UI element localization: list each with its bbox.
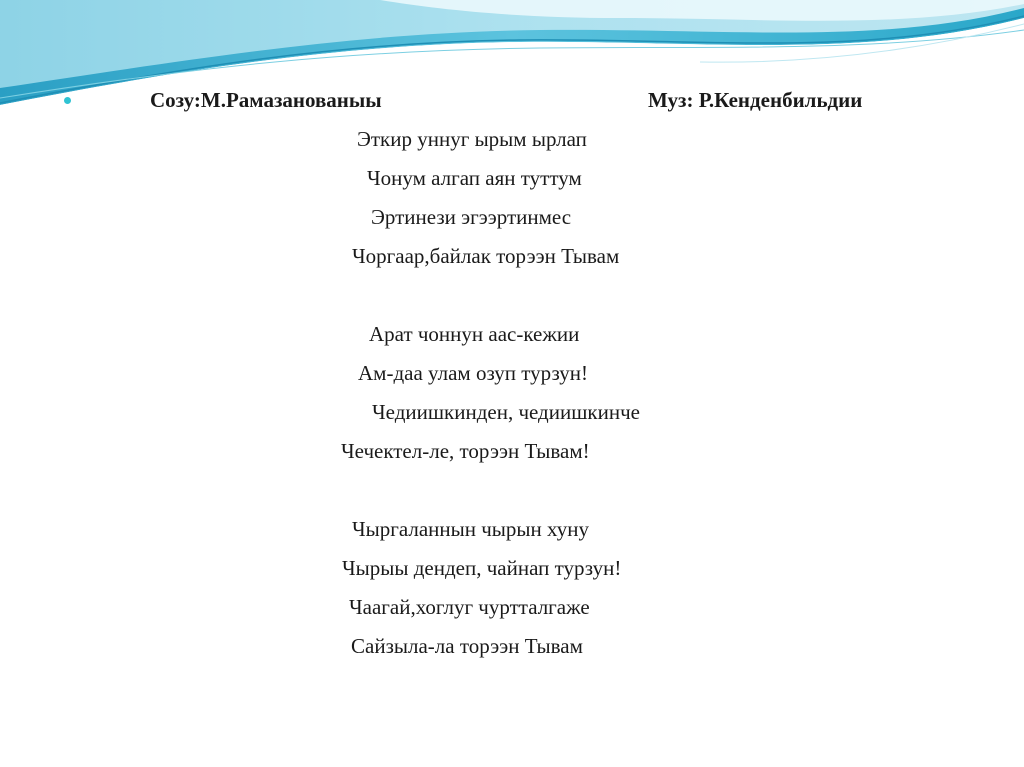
lyric-line: Чонум алгап аян туттум bbox=[367, 166, 582, 190]
lyric-line: Эткир уннуг ырым ырлап bbox=[357, 127, 587, 151]
music-composer: Муз: Р.Кенденбильдии bbox=[648, 88, 863, 112]
lyric-line: Чырыы дендеп, чайнап турзун! bbox=[342, 556, 622, 580]
lyrics-author: Созу:М.Рамазанованыы bbox=[150, 88, 382, 112]
lyric-line: Чыргаланнын чырын хуну bbox=[352, 517, 589, 541]
lyric-line: Чедиишкинден, чедиишкинче bbox=[372, 400, 640, 424]
lyric-line: Эртинези эгээртинмес bbox=[371, 205, 572, 229]
lyric-line: Сайзыла-ла торээн Тывам bbox=[351, 634, 583, 658]
lyric-line: Арат чоннун аас-кежии bbox=[369, 322, 580, 346]
lyric-line: Чоргаар,байлак торээн Тывам bbox=[352, 244, 620, 268]
lyric-line: Чечектел-ле, торээн Тывам! bbox=[341, 439, 590, 463]
lyric-line: Чаагай,хоглуг чуртталгаже bbox=[349, 595, 590, 619]
bullet-icon bbox=[64, 97, 71, 104]
lyric-line: Ам-даа улам озуп турзун! bbox=[358, 361, 589, 385]
